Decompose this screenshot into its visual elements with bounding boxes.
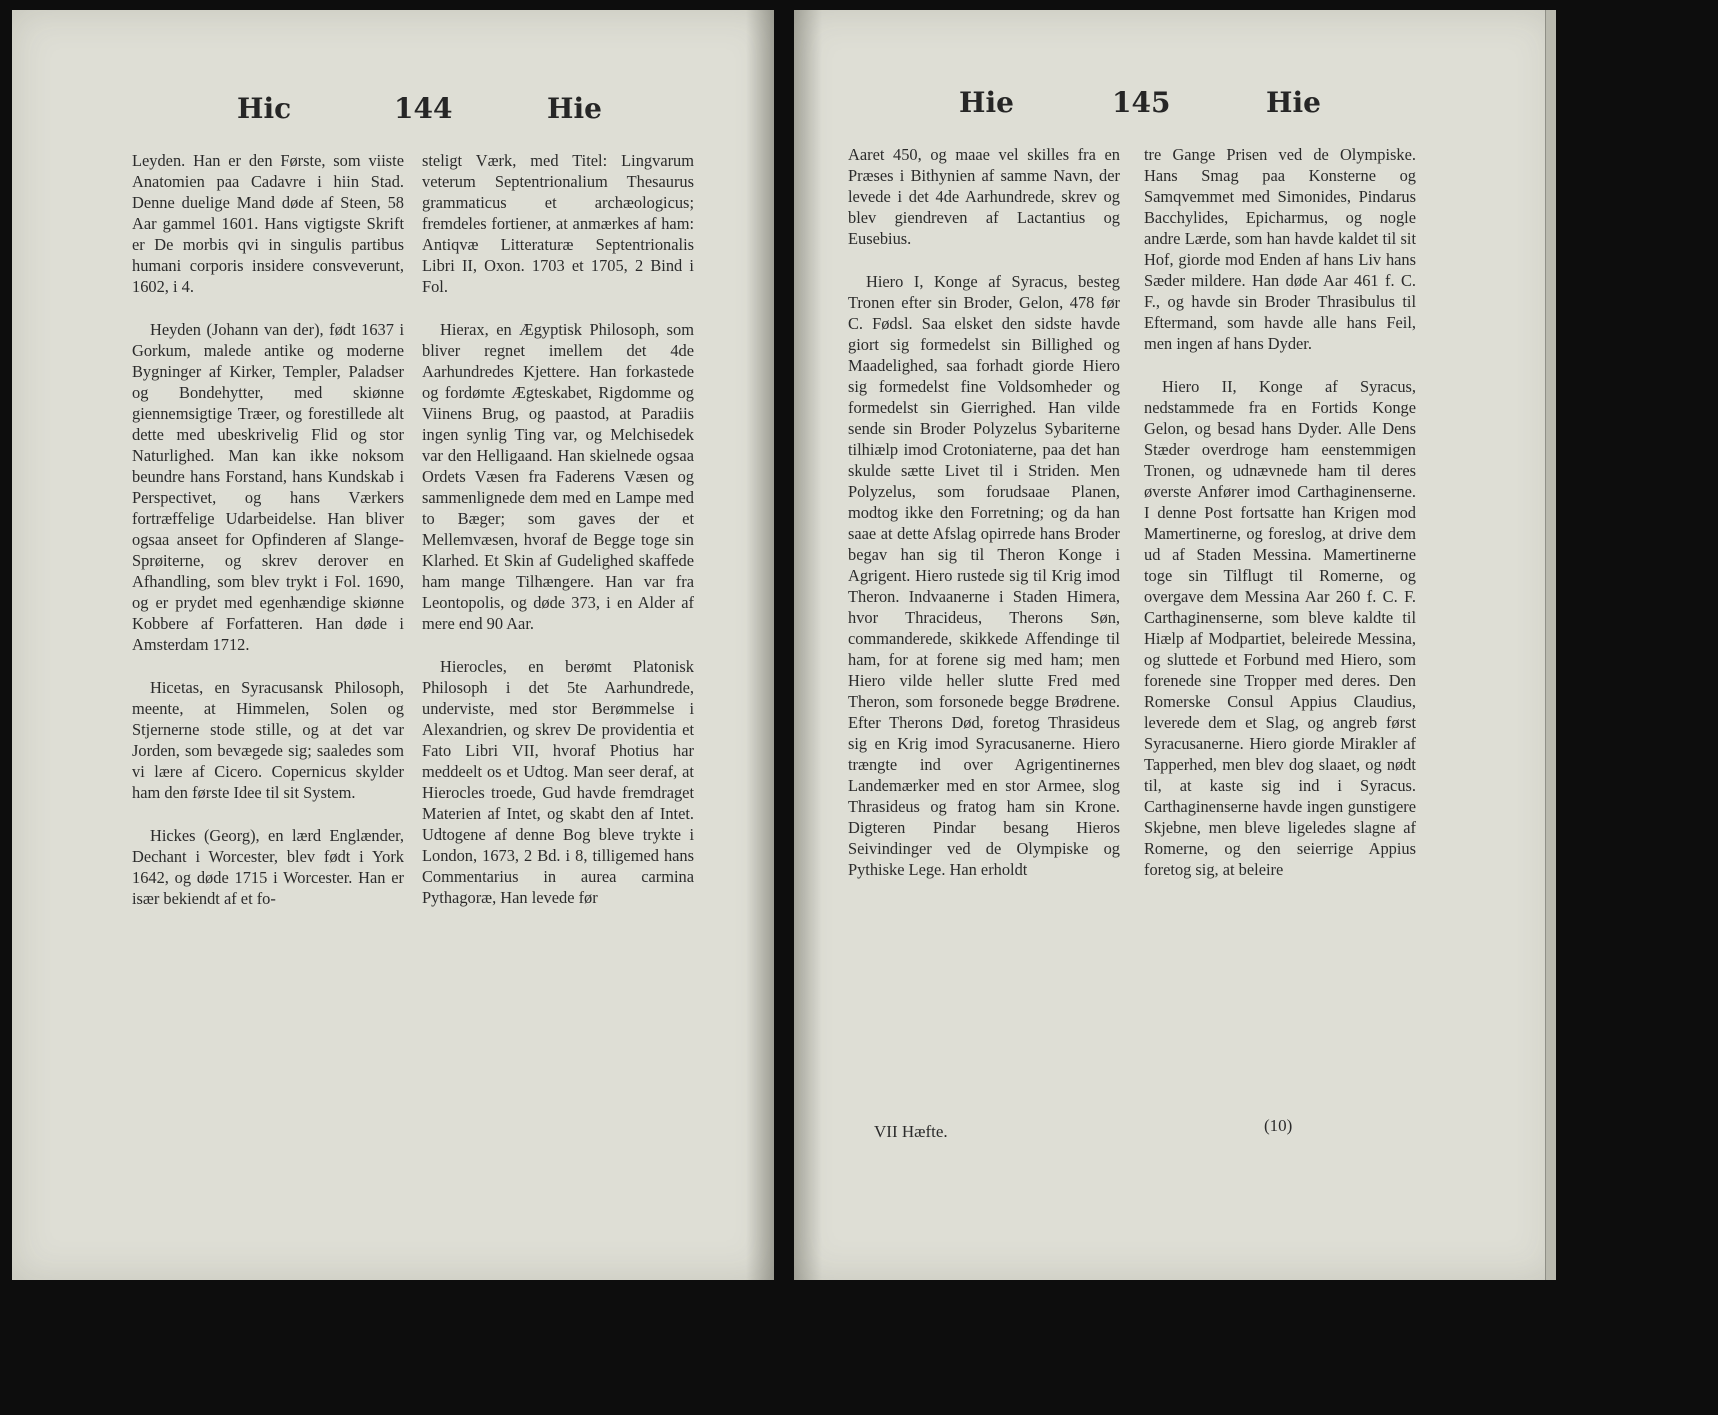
running-head-right (794, 86, 1556, 136)
entry-hickes: Hickes (Georg), en lærd Englænder, Dechant i Worcester, blev født i York 1642, og døde 1715 i Worcester. Han er især bekiendt af et fo- (132, 826, 404, 908)
head-word-left: Hic (237, 92, 292, 125)
entry-heyden: Heyden (Johann van der), født 1637 i Gorkum, malede antike og moderne Bygninger af Kirker, Templer, Paladser og Bondehytter, med skiønne giennemsigtige Træer, og forestillede alt dette med ubeskrivelig Flid og stor Naturlighed. Man kan ikke noksom beundre hans Forstand, hans Kundskab i Perspectivet, og hans Værkers fortræffelige Udarbeidelse. Han bliver ogsaa anseet for Opfinderen af Slange-Sprøiterne, og skrev derover en Afhandling, som blev trykt i Fol. 1690, og er prydet med egenhændige skiønne Kobbere af Forfatteren. Han døde i Amsterdam 1712. (132, 320, 404, 654)
entry-continuation: Leyden. Han er den Første, som viiste Anatomien paa Cadavre i hiin Stad. Denne duelige Mand døde af Steen, 58 Aar gammel 1601. Hans vigtigste Skrift er De morbis qvi in singulis partibus humani corporis insidere consveverunt, 1602, i 4. (132, 151, 404, 296)
head-word-right: Hie (547, 92, 602, 125)
entry-hicetas: Hicetas, en Syracusansk Philosoph, meente, at Himmelen, Solen og Stjernerne stode stille, og at det var Jorden, som bevægede sig; saaledes som vi lære af Cicero. Copernicus skylder ham den første Idee til sit System. (132, 678, 404, 802)
signature-mark: VII Hæfte. (874, 1122, 948, 1141)
left-page (12, 10, 774, 1280)
entry-continuation: steligt Værk, med Titel: Lingvarum veterum Septentrionalium Thesaurus grammaticus et archæologicus; fremdeles fortiener, at anmærkes af ham: Antiqvæ Litteraturæ Septentrionalis Libri II, Oxon. 1703 et 1705, 2 Bind i Fol. (422, 151, 694, 296)
right-page (794, 10, 1556, 1280)
running-head-left (12, 92, 774, 142)
entry-hierocles: Hierocles, en berømt Platonisk Philosoph i det 5te Aarhundrede, underviste, med stor Berømmelse i Alexandrien, og skrev De providentia et Fato Libri VII, hvoraf Photius har meddeelt os et Udtog. Man seer deraf, at Hierocles troede, Gud havde fremdraget Materien af Intet, og skabt den af Intet. Udtogene af denne Bog bleve trykte i London, 1673, 2 Bd. i 8, tilligemed hans Commentarius in aurea carmina Pythagoræ, Han levede før (422, 657, 694, 907)
entry-hiero-1: Hiero I, Konge af Syracus, besteg Tronen efter sin Broder, Gelon, 478 før C. Fødsl. Saa elsket den sidste havde giort sig formedelst sin Billighed og Maadelighed, saa forhadt giorde Hiero sig formedelst fine Voldsomheder og formedelst sin Gierrighed. Han vilde sende sin Broder Polyzelus Sybariterne tilhiælp imod Crotoniaterne, paa det han skulde sætte Livet til i Striden. Men Polyzelus, som forudsaae Planen, modtog ikke den Forretning; og da han saae at dette Afslag opirrede hans Broder begav han sig til Theron Konge i Agrigent. Hiero rustede sig til Krig imod Theron. Indvaanerne i Staden Himera, hvor Thracideus, Therons Søn, commanderede, skikkede Affendinge til ham, for at forene sig med ham; men Hiero vilde heller slutte Fred med Theron, som forsonede begge Brødrene. Efter Therons Død, foretog Thrasideus sig en Krig imod Syracusanerne. Hiero trængte ind over Agrigentinernes Landemærker med en stor Armee, slog Thrasideus og fratog ham sin Krone. Digteren Pindar besang Hieros Seivindinger ved de Olympiske og Pythiske Lege. Han erholdt (848, 272, 1120, 879)
right-page-column-1 (848, 144, 1120, 902)
right-page-column-2 (1144, 144, 1416, 902)
entry-continuation: tre Gange Prisen ved de Olympiske. Hans Smag paa Konsterne og Samqvemmet med Simonides, Pindarus Bacchylides, Epicharmus, og nogle andre Lærde, som han havde kaldet til sit Hof, giorde mod Enden af hans Liv hans Sæder mildere. Han døde Aar 461 f. C. F., og havde sin Broder Thrasibulus til Eftermand, som havde alle hans Feil, men ingen af hans Dyder. (1144, 145, 1416, 353)
left-page-column-1 (132, 150, 404, 931)
head-word-right: Hie (1266, 86, 1321, 119)
page-number: 144 (394, 92, 453, 125)
page-edge (1545, 10, 1556, 1280)
signature-number: (10) (1264, 1116, 1293, 1135)
entry-hierax: Hierax, en Ægyptisk Philosoph, som bliver regnet imellem det 4de Aarhundredes Kjettere. Han forkastede og fordømte Ægteskabet, Rigdomme og Viinens Brug, og paastod, at Paradiis ingen synlig Ting var, og Melchisedek var den Helligaand. Han skielnede ogsaa Ordets Væsen fra Faderens Væsen og sammenlignede dem med en Lampe med to Bæger; som gaves der et Mellemvæsen, hvoraf de Begge toge sin Klarhed. Et Skin af Gudelighed skaffede ham mange Tilhængere. Han var fra Leontopolis, og døde 373, i en Alder af mere end 90 Aar. (422, 320, 694, 633)
page-number: 145 (1112, 86, 1171, 119)
entry-hiero-2: Hiero II, Konge af Syracus, nedstammede fra en Fortids Konge Gelon, og besad hans Dyder. Alle Dens Stæder overdroge ham eenstemmigen Tronen, og udnævnede ham til deres øverste Anfører imod Carthaginenserne. I denne Post fortsatte han Krigen mod Mamertinerne, og foreslog, at drive dem ud af Staden Messina. Mamertinerne toge sin Tilflugt til Romerne, og overgave dem Messina Aar 260 f. C. F. Carthaginenserne, som bleve kaldte til Hiælp af Modpartiet, beleirede Messina, og sluttede et Forbund med Hiero, som forenede sine Tropper med deres. Den Romerske Consul Appius Claudius, leverede dem et Slag, og angreb først Syracusanerne. Hiero giorde Mirakler af Tapperhed, men blev dog slaaet, og nødt til, at kaste sig ind i Syracus. Carthaginenserne havde ingen gunstigere Skjebne, men bleve ligeledes slagne af Romerne, og den seierrige Appius foretog sig, at beleire (1144, 377, 1416, 879)
entry-continuation: Aaret 450, og maae vel skilles fra en Præses i Bithynien af samme Navn, der levede i det 4de Aarhundrede, skrev og blev giendreven af Lactantius og Eusebius. (848, 145, 1120, 248)
left-page-column-2 (422, 150, 694, 930)
head-word-left: Hie (959, 86, 1014, 119)
